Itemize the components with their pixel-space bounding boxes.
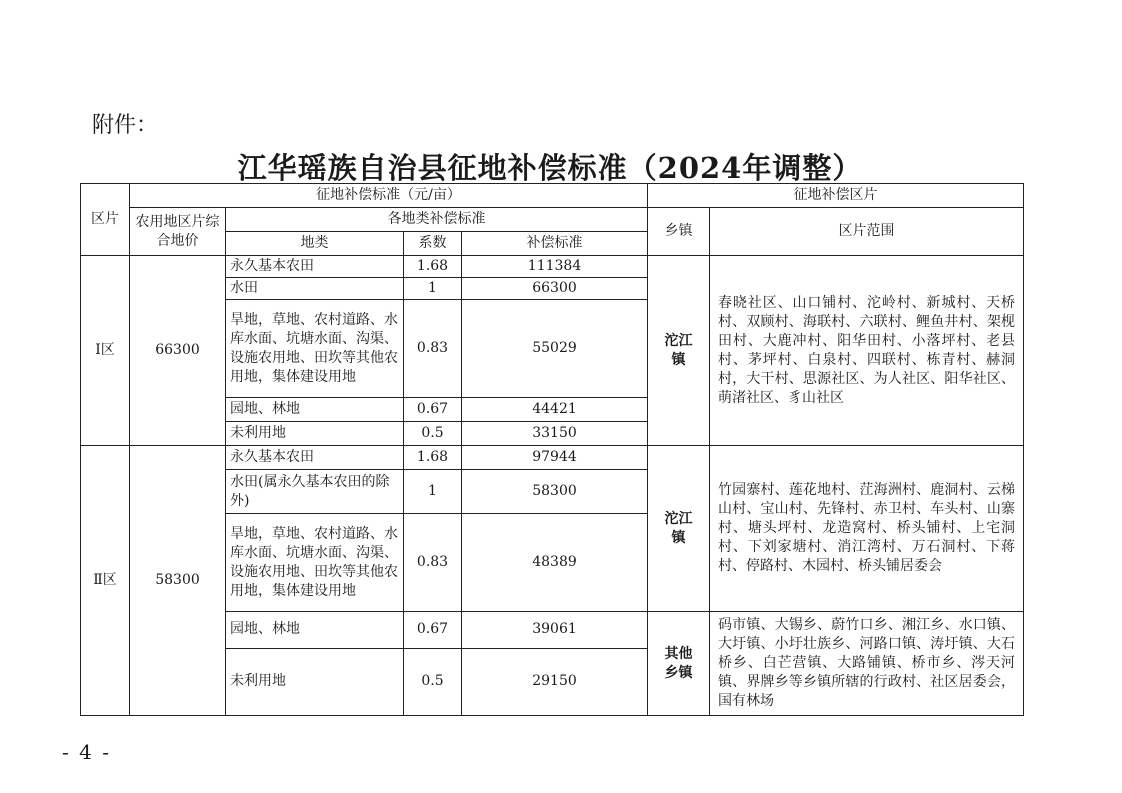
township-cell <box>648 446 710 612</box>
coefficient-cell: 0.5 <box>404 648 462 715</box>
table-row <box>81 446 1024 470</box>
township-label: 沱江镇 <box>664 332 693 368</box>
zone-price: 58300 <box>130 446 226 716</box>
compensation-cell: 55029 <box>462 300 648 398</box>
coefficient-cell: 0.67 <box>404 398 462 422</box>
land-type-cell: 旱地，草地、农村道路、水库水面、坑塘水面、沟渠、设施农用地、田坎等其他农用地，集体建设用地 <box>226 300 404 398</box>
area-scope-cell: 春晓社区、山口铺村、沱岭村、新城村、天桥村、双顾村、海联村、六联村、鲤鱼井村、架枧田村、大鹿冲村、阳华田村、小落坪村、老县村、茅坪村、白泉村、四联村、栋青村、赫洞村，大干村、思源社区、为人社区、阳华社区、萌渚社区、豸山社区 <box>710 256 1024 446</box>
compensation-cell: 44421 <box>462 398 648 422</box>
coefficient-cell: 0.67 <box>404 612 462 649</box>
zone-price: 66300 <box>130 256 226 446</box>
coefficient-cell: 1 <box>404 470 462 514</box>
compensation-cell: 111384 <box>462 256 648 278</box>
header-compensation: 补偿标准 <box>462 232 648 256</box>
coefficient-cell: 1.68 <box>404 446 462 470</box>
header-area-group: 征地补偿区片 <box>648 184 1024 208</box>
compensation-cell: 48389 <box>462 514 648 612</box>
attachment-label: 附件： <box>92 113 159 138</box>
area-scope-cell: 码市镇、大锡乡、蔚竹口乡、湘江乡、水口镇、大圩镇、小圩壮族乡、河路口镇、涛圩镇、大石桥乡、白芒营镇、大路铺镇、桥市乡、涔天河镇、界牌乡等乡镇所辖的行政村、社区居委会，国有林场 <box>710 612 1024 716</box>
coefficient-cell: 1 <box>404 278 462 300</box>
header-land-type: 地类 <box>226 232 404 256</box>
compensation-table <box>80 183 1024 716</box>
coefficient-cell: 0.83 <box>404 300 462 398</box>
table-row <box>81 256 1024 278</box>
area-scope-cell: 竹园寨村、莲花地村、茳海洲村、鹿洞村、云梯山村、宝山村、先锋村、赤卫村、车头村、山寨村、塘头坪村、龙造窝村、桥头铺村、上宅洞村、下刘家塘村、消江湾村、万石洞村、下蒋村、停路村、木园村、桥头铺居委会 <box>710 446 1024 612</box>
land-type-cell: 未利用地 <box>226 422 404 446</box>
header-standard-group: 征地补偿标准（元/亩） <box>130 184 648 208</box>
compensation-cell: 97944 <box>462 446 648 470</box>
land-type-cell: 旱地，草地、农村道路、水库水面、坑塘水面、沟渠、设施农用地、田坎等其他农用地，集体建设用地 <box>226 514 404 612</box>
header-township: 乡镇 <box>648 208 710 256</box>
compensation-cell: 33150 <box>462 422 648 446</box>
zone-name: Ⅱ区 <box>81 446 130 716</box>
land-type-cell: 永久基本农田 <box>226 446 404 470</box>
land-type-cell: 水田 <box>226 278 404 300</box>
compensation-cell: 39061 <box>462 612 648 649</box>
header-coefficient: 系数 <box>404 232 462 256</box>
document-title: 江华瑶族自治县征地补偿标准（2024年调整） <box>237 151 863 185</box>
township-label: 沱江镇 <box>664 510 693 546</box>
zone-name: Ⅰ区 <box>81 256 130 446</box>
township-cell <box>648 256 710 446</box>
header-land-types-group: 各地类补偿标准 <box>226 208 648 232</box>
compensation-cell: 66300 <box>462 278 648 300</box>
compensation-cell: 29150 <box>462 648 648 715</box>
header-zone-price: 农用地区片综合地价 <box>130 208 226 256</box>
header-zone: 区片 <box>81 184 130 256</box>
header-area-scope: 区片范围 <box>710 208 1024 256</box>
land-type-cell: 未利用地 <box>226 648 404 715</box>
compensation-cell: 58300 <box>462 470 648 514</box>
land-type-cell: 园地、林地 <box>226 398 404 422</box>
coefficient-cell: 0.5 <box>404 422 462 446</box>
township-label: 其他乡镇 <box>664 645 693 681</box>
coefficient-cell: 0.83 <box>404 514 462 612</box>
land-type-cell: 水田(属永久基本农田的除外) <box>226 470 404 514</box>
land-type-cell: 永久基本农田 <box>226 256 404 278</box>
page-number: - 4 - <box>62 740 111 764</box>
township-cell <box>648 612 710 716</box>
coefficient-cell: 1.68 <box>404 256 462 278</box>
land-type-cell: 园地、林地 <box>226 612 404 649</box>
